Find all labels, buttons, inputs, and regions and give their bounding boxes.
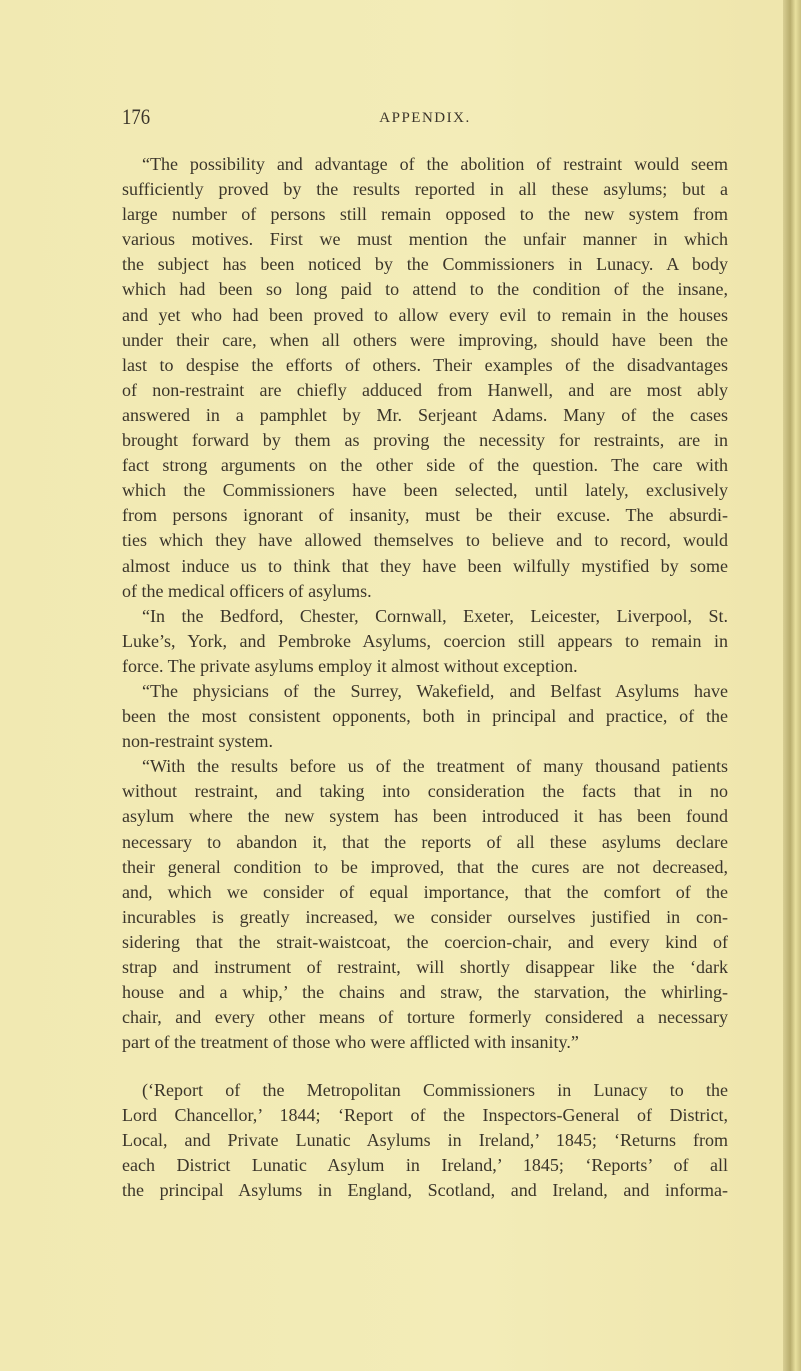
text-line: of the medical officers of asylums. xyxy=(122,580,372,601)
text-line: under their care, when all others were improving, should have been the xyxy=(122,329,728,350)
text-line: sidering that the strait-waistcoat, the coercion-chair, and every kind of xyxy=(122,931,728,952)
text-line: brought forward by them as proving the necessity for restraints, are in xyxy=(122,430,728,451)
text-line: almost induce us to think that they have been wilfully mystified by some xyxy=(122,555,728,576)
text-line: asylum where the new system has been introduced it has been found xyxy=(122,806,728,827)
text-line: house and a whip,’ the chains and straw, the starvation, the whirling- xyxy=(122,982,728,1003)
text-line: from persons ignorant of insanity, must be their excuse. The absurdi- xyxy=(122,505,728,526)
text-line: and yet who had been proved to allow every evil to remain in the houses xyxy=(122,304,728,325)
text-line: sufficiently proved by the results reported in all these asylums; but a xyxy=(122,179,728,200)
text-line: last to despise the efforts of others. Their examples of the disadvantages xyxy=(122,354,728,375)
text-line: fact strong arguments on the other side of the question. The care with xyxy=(122,455,728,476)
text-line: which had been so long paid to attend to the condition of the insane, xyxy=(122,279,728,300)
text-line: part of the treatment of those who were afflicted with insanity.” xyxy=(122,1032,579,1053)
text-line: “With the results before us of the treatment of many thousand patients xyxy=(142,756,728,777)
body-text xyxy=(122,152,728,1055)
text-line: “In the Bedford, Chester, Cornwall, Exeter, Leicester, Liverpool, St. xyxy=(142,605,728,626)
text-line: force. The private asylums employ it almost without exception. xyxy=(122,655,578,676)
text-line: each District Lunatic Asylum in Ireland,’ 1845; ‘Reports’ of all xyxy=(122,1155,728,1176)
text-line: Local, and Private Lunatic Asylums in Ireland,’ 1845; ‘Returns from xyxy=(122,1130,728,1151)
text-line: their general condition to be improved, that the cures are not decreased, xyxy=(122,856,728,877)
text-line: various motives. First we must mention the unfair manner in which xyxy=(122,229,728,250)
text-line: (‘Report of the Metropolitan Commissioners in Lunacy to the xyxy=(142,1080,728,1100)
text-line: Lord Chancellor,’ 1844; ‘Report of the Inspectors-General of District, xyxy=(122,1105,728,1126)
text-line: non-restraint system. xyxy=(122,731,273,752)
running-title: APPENDIX. xyxy=(379,110,471,126)
text-line: been the most consistent opponents, both in principal and practice, of the xyxy=(122,706,728,727)
text-line: answered in a pamphlet by Mr. Serjeant Adams. Many of the cases xyxy=(122,404,728,425)
citation-text xyxy=(122,1078,728,1203)
text-line: the principal Asylums in England, Scotland, and Ireland, and informa- xyxy=(122,1180,728,1201)
text-line: which the Commissioners have been selected, until lately, exclusively xyxy=(122,480,728,501)
text-line: the subject has been noticed by the Commissioners in Lunacy. A body xyxy=(122,254,728,275)
page-number: 176 xyxy=(122,104,151,129)
page-edge xyxy=(783,0,801,1371)
text-line: necessary to abandon it, that the reports of all these asylums declare xyxy=(122,831,728,852)
text-line: chair, and every other means of torture formerly considered a necessary xyxy=(122,1007,728,1028)
text-line: large number of persons still remain opposed to the new system from xyxy=(122,204,728,225)
text-line: without restraint, and taking into consideration the facts that in no xyxy=(122,781,728,802)
text-line: ties which they have allowed themselves to believe and to record, would xyxy=(122,530,728,551)
text-line: and, which we consider of equal importance, that the comfort of the xyxy=(122,881,728,902)
text-line: incurables is greatly increased, we consider ourselves justified in con- xyxy=(122,906,728,927)
text-line: “The possibility and advantage of the abolition of restraint would seem xyxy=(142,154,728,174)
text-line: Luke’s, York, and Pembroke Asylums, coercion still appears to remain in xyxy=(122,630,728,651)
text-line: strap and instrument of restraint, will shortly disappear like the ‘dark xyxy=(122,957,728,977)
page-header xyxy=(122,104,728,132)
text-line: “The physicians of the Surrey, Wakefield, and Belfast Asylums have xyxy=(142,680,728,701)
text-line: of non-restraint are chiefly adduced from Hanwell, and are most ably xyxy=(122,379,728,400)
